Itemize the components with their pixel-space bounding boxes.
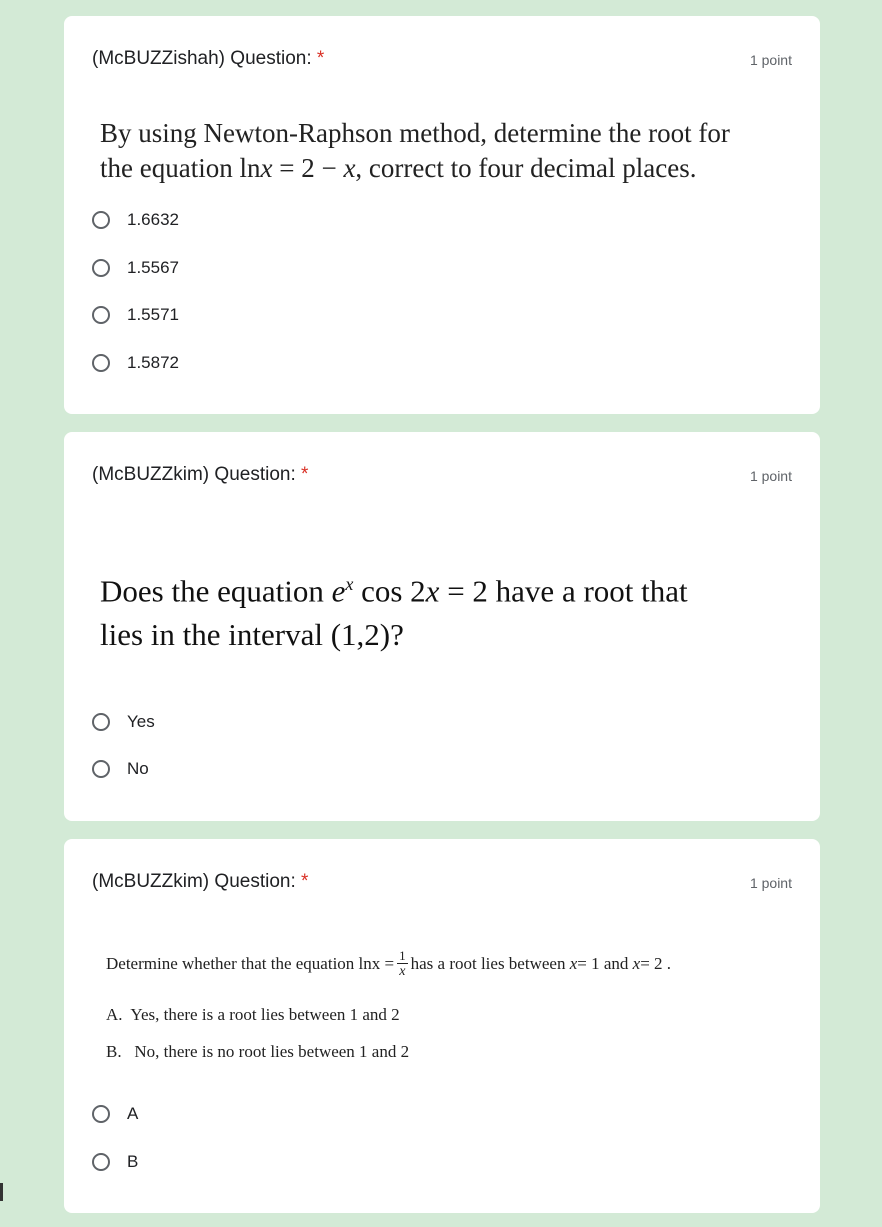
question-card-3	[64, 839, 820, 1213]
text: Determine whether that the equation	[106, 954, 355, 973]
required-mark: *	[301, 871, 309, 892]
text: the equation	[100, 153, 233, 183]
option-1[interactable]	[92, 207, 179, 233]
text: have a root that	[495, 573, 688, 609]
math-eq: = 2 −	[279, 153, 337, 183]
option-2[interactable]	[92, 1149, 138, 1175]
question-text-line-1: By using Newton-Raphson method, determine the root for	[100, 118, 730, 148]
option-label: 1.5567	[127, 258, 179, 277]
question-image	[100, 562, 800, 657]
question-text-line-1	[100, 562, 800, 613]
option-4[interactable]	[92, 350, 179, 376]
option-label: No	[127, 759, 149, 778]
math-fraction	[397, 949, 408, 979]
option-1[interactable]	[92, 709, 155, 735]
points-label: 1 point	[749, 468, 792, 484]
math-eq: = 1	[577, 954, 600, 973]
option-2[interactable]	[92, 756, 149, 782]
math-eq: = 2 .	[640, 954, 672, 973]
required-mark: *	[301, 464, 309, 485]
math-cos: cos 2	[361, 573, 426, 609]
question-title	[92, 48, 324, 70]
choice-b-text: B. No, there is no root lies between 1 and 2	[106, 1042, 410, 1061]
required-mark: *	[316, 48, 325, 69]
question-card-1	[64, 16, 820, 414]
text: , correct to four decimal places.	[355, 153, 697, 183]
math-x: x	[632, 954, 641, 973]
choice-a-text: A. Yes, there is a root lies between 1 and 2	[106, 1005, 400, 1024]
points-label: 1 point	[749, 52, 792, 68]
radio-button[interactable]	[92, 211, 110, 229]
text: and	[603, 954, 629, 973]
radio-button[interactable]	[92, 306, 110, 324]
math-x: x	[260, 153, 273, 183]
math-x: x	[569, 954, 578, 973]
question-card-2	[64, 432, 820, 821]
radio-button[interactable]	[92, 354, 110, 372]
points-label: 1 point	[749, 875, 792, 891]
option-label: A	[127, 1104, 139, 1123]
option-label: 1.5571	[127, 305, 179, 324]
edge-marker	[0, 1183, 3, 1201]
fraction-denominator: x	[399, 964, 406, 979]
math-x: x	[425, 573, 440, 609]
question-title-text: (McBUZZkim) Question:	[92, 871, 296, 892]
math-eq: = 2	[447, 573, 488, 609]
radio-button[interactable]	[92, 760, 110, 778]
radio-button[interactable]	[92, 1153, 110, 1171]
math-exponent: x	[345, 574, 354, 594]
option-2[interactable]	[92, 255, 179, 281]
option-1[interactable]	[92, 1101, 138, 1127]
question-text-line-2	[100, 151, 800, 186]
question-title-text: (McBUZZkim) Question:	[92, 464, 296, 485]
question-image	[106, 941, 806, 1061]
math-x: x	[343, 153, 356, 183]
option-3[interactable]	[92, 302, 179, 328]
radio-button[interactable]	[92, 713, 110, 731]
math-lnx: lnx =	[358, 954, 395, 973]
math-ln: ln	[239, 153, 261, 183]
question-image	[100, 116, 800, 186]
question-text-line-1	[106, 941, 806, 987]
radio-button[interactable]	[92, 1105, 110, 1123]
option-label: Yes	[127, 712, 155, 731]
text: has a root lies between	[410, 954, 566, 973]
option-label: B	[127, 1152, 139, 1171]
math-e: e	[331, 573, 346, 609]
text: Does the equation	[100, 573, 324, 609]
option-label: 1.5872	[127, 353, 179, 372]
option-label: 1.6632	[127, 210, 179, 229]
fraction-numerator: 1	[399, 948, 406, 963]
question-title	[92, 871, 308, 893]
question-title-text: (McBUZZishah) Question:	[92, 48, 312, 69]
radio-button[interactable]	[92, 259, 110, 277]
question-text-line-2: lies in the interval (1,2)?	[100, 617, 404, 653]
question-title	[92, 464, 308, 486]
